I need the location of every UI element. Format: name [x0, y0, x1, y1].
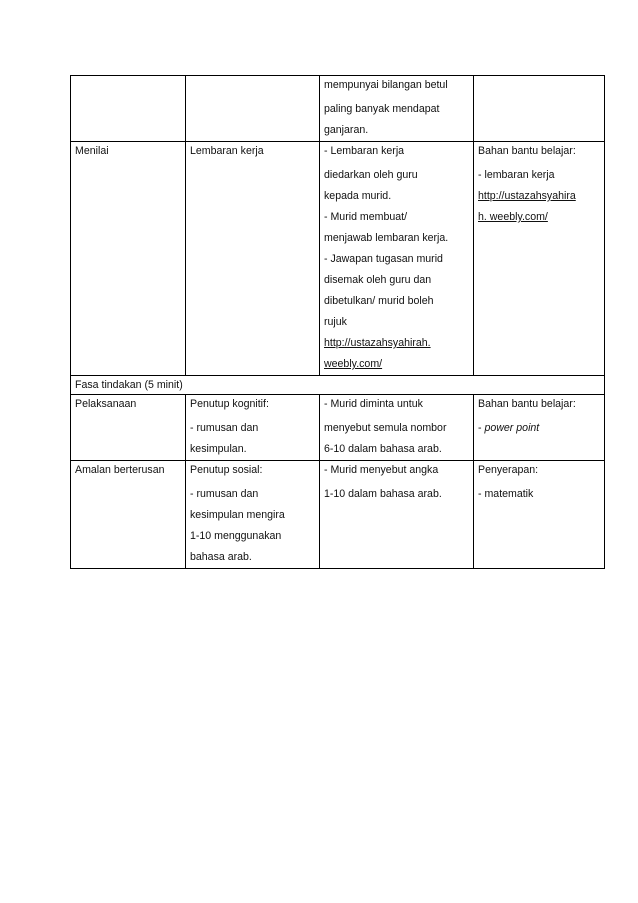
table-cell	[474, 76, 605, 142]
phase-cell	[71, 142, 186, 376]
cell-text: Penutup sosial:	[190, 464, 263, 476]
table-row	[71, 395, 605, 461]
resources-title: Bahan bantu belajar:	[478, 145, 576, 157]
activity-link[interactable]: weebly.com/	[324, 358, 383, 370]
resources-prefix: -	[478, 422, 485, 434]
section-header-cell	[71, 376, 605, 395]
phase-cell	[71, 461, 186, 569]
resources-item: - lembaran kerja	[478, 169, 555, 181]
cell-text: diedarkan oleh guru	[324, 169, 418, 181]
material-label: Lembaran kerja	[190, 145, 264, 157]
cell-text: kesimpulan.	[190, 443, 247, 455]
resources-cell	[474, 142, 605, 376]
resources-title: Penyerapan:	[478, 464, 539, 476]
phase-label: Pelaksanaan	[75, 398, 137, 410]
resources-cell	[474, 461, 605, 569]
cell-text: - rumusan dan	[190, 488, 259, 500]
lesson-plan-table	[70, 75, 605, 569]
table-row	[71, 376, 605, 395]
cell-text: - Murid diminta untuk	[324, 398, 423, 410]
cell-text: - Murid membuat/	[324, 211, 408, 223]
cell-text: disemak oleh guru dan	[324, 274, 432, 286]
activity-cell	[320, 395, 474, 461]
table-cell	[186, 76, 320, 142]
cell-text: - rumusan dan	[190, 422, 259, 434]
cell-text: ganjaran.	[324, 124, 369, 136]
resources-item: - matematik	[478, 488, 534, 500]
cell-text: menjawab lembaran kerja.	[324, 232, 449, 244]
phase-label: Menilai	[75, 145, 109, 157]
resources-link[interactable]: h. weebly.com/	[478, 211, 548, 223]
cell-text: - Murid menyebut angka	[324, 464, 439, 476]
cell-text: mempunyai bilangan betul	[324, 79, 448, 91]
section-header: Fasa tindakan (5 minit)	[75, 379, 183, 391]
cell-text: paling banyak mendapat	[324, 103, 440, 115]
cell-text: kepada murid.	[324, 190, 392, 202]
cell-text: 1-10 menggunakan	[190, 530, 282, 542]
table-row	[71, 461, 605, 569]
cell-text: - Jawapan tugasan murid	[324, 253, 443, 265]
activity-cell	[320, 142, 474, 376]
cell-text: bahasa arab.	[190, 551, 252, 563]
material-cell	[186, 461, 320, 569]
table-row	[71, 76, 605, 142]
resources-item	[478, 418, 601, 439]
material-cell	[186, 395, 320, 461]
phase-cell	[71, 395, 186, 461]
cell-text: - Lembaran kerja	[324, 145, 405, 157]
resources-link[interactable]: http://ustazahsyahira	[478, 190, 576, 202]
resources-cell	[474, 395, 605, 461]
activity-link[interactable]: http://ustazahsyahirah.	[324, 337, 431, 349]
phase-label: Amalan berterusan	[75, 464, 165, 476]
cell-text: rujuk	[324, 316, 347, 328]
table-cell	[71, 76, 186, 142]
cell-text: 1-10 dalam bahasa arab.	[324, 488, 442, 500]
cell-text: dibetulkan/ murid boleh	[324, 295, 434, 307]
activity-cell	[320, 76, 474, 142]
cell-text: Penutup kognitif:	[190, 398, 269, 410]
cell-text: menyebut semula nombor	[324, 422, 447, 434]
activity-cell	[320, 461, 474, 569]
table-row	[71, 142, 605, 376]
resources-title: Bahan bantu belajar:	[478, 398, 576, 410]
material-cell	[186, 142, 320, 376]
resources-item-italic: power point	[484, 422, 540, 434]
cell-text: kesimpulan mengira	[190, 509, 285, 521]
cell-text: 6-10 dalam bahasa arab.	[324, 443, 442, 455]
